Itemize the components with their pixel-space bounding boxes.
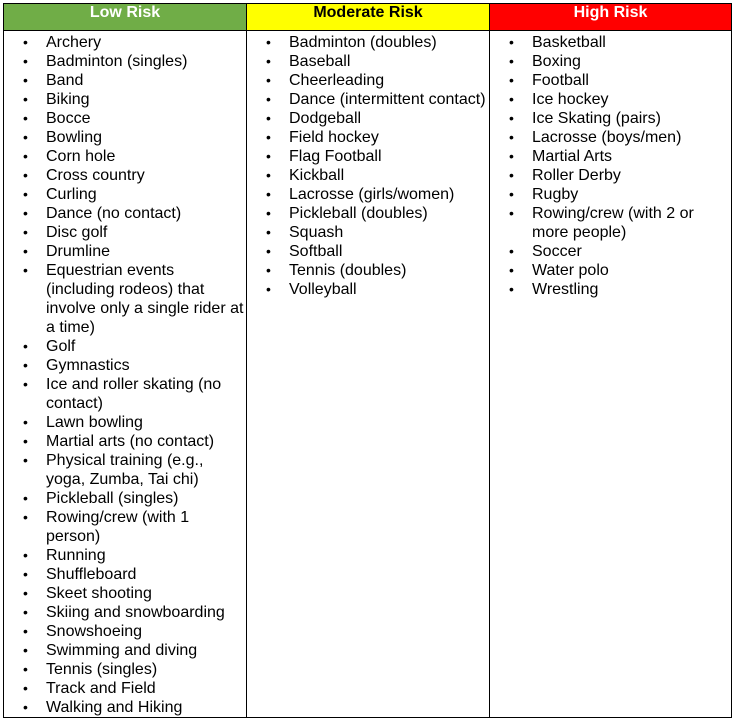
list-item: • Water polo — [509, 261, 731, 280]
list-item: • Field hockey — [266, 128, 489, 147]
list-item: • Lacrosse (girls/women) — [266, 185, 489, 204]
list-item: • Corn hole — [23, 147, 246, 166]
list-item: • Rowing/crew (with 1 person) — [23, 508, 246, 546]
list-item: • Track and Field — [23, 679, 246, 698]
list-item: • Gymnastics — [23, 356, 246, 375]
list-item: • Tennis (doubles) — [266, 261, 489, 280]
list-item: • Bocce — [23, 109, 246, 128]
list-item: • Snowshoeing — [23, 622, 246, 641]
activities-row — [4, 31, 732, 718]
list-item: • Squash — [266, 223, 489, 242]
list-item: • Cheerleading — [266, 71, 489, 90]
list-item: • Ice Skating (pairs) — [509, 109, 731, 128]
list-item: • Curling — [23, 185, 246, 204]
list-item: • Equestrian events (including rodeos) that involve only a single rider at a time) — [23, 261, 246, 337]
list-item: • Basketball — [509, 33, 731, 52]
list-item: • Dance (intermittent contact) — [266, 90, 489, 109]
list-item: • Cross country — [23, 166, 246, 185]
list-item: • Drumline — [23, 242, 246, 261]
list-item: • Boxing — [509, 52, 731, 71]
list-item: • Flag Football — [266, 147, 489, 166]
list-item: • Ice hockey — [509, 90, 731, 109]
list-item: • Skeet shooting — [23, 584, 246, 603]
list-item: • Ice and roller skating (no contact) — [23, 375, 246, 413]
list-item: • Soccer — [509, 242, 731, 261]
list-item: • Dodgeball — [266, 109, 489, 128]
header-row — [4, 4, 732, 31]
list-item: • Pickleball (doubles) — [266, 204, 489, 223]
list-item: • Softball — [266, 242, 489, 261]
list-item: • Biking — [23, 90, 246, 109]
list-item: • Swimming and diving — [23, 641, 246, 660]
low-risk-cell — [4, 31, 247, 718]
list-item: • Bowling — [23, 128, 246, 147]
list-item: • Wrestling — [509, 280, 731, 299]
list-item: • Rugby — [509, 185, 731, 204]
list-item: • Shuffleboard — [23, 565, 246, 584]
list-item: • Physical training (e.g., yoga, Zumba, Tai chi) — [23, 451, 246, 489]
list-item: • Band — [23, 71, 246, 90]
list-item: • Roller Derby — [509, 166, 731, 185]
list-item: • Dance (no contact) — [23, 204, 246, 223]
list-item: • Archery — [23, 33, 246, 52]
list-item: • Martial Arts — [509, 147, 731, 166]
list-item: • Rowing/crew (with 2 or more people) — [509, 204, 731, 242]
list-item: • Running — [23, 546, 246, 565]
moderate-risk-list — [247, 33, 489, 299]
list-item: • Disc golf — [23, 223, 246, 242]
high-risk-list — [490, 33, 731, 299]
list-item: • Walking and Hiking — [23, 698, 246, 717]
moderate-risk-heading: Moderate Risk — [247, 4, 490, 31]
list-item: • Volleyball — [266, 280, 489, 299]
list-item: • Skiing and snowboarding — [23, 603, 246, 622]
list-item: • Badminton (doubles) — [266, 33, 489, 52]
list-item: • Martial arts (no contact) — [23, 432, 246, 451]
list-item: • Lacrosse (boys/men) — [509, 128, 731, 147]
risk-level-table — [3, 3, 732, 718]
low-risk-heading: Low Risk — [4, 4, 247, 31]
low-risk-list — [4, 33, 246, 717]
list-item: • Kickball — [266, 166, 489, 185]
list-item: • Pickleball (singles) — [23, 489, 246, 508]
list-item: • Lawn bowling — [23, 413, 246, 432]
list-item: • Golf — [23, 337, 246, 356]
high-risk-cell — [490, 31, 732, 718]
list-item: • Tennis (singles) — [23, 660, 246, 679]
list-item: • Baseball — [266, 52, 489, 71]
moderate-risk-cell — [247, 31, 490, 718]
list-item: • Badminton (singles) — [23, 52, 246, 71]
high-risk-heading: High Risk — [490, 4, 732, 31]
list-item: • Football — [509, 71, 731, 90]
